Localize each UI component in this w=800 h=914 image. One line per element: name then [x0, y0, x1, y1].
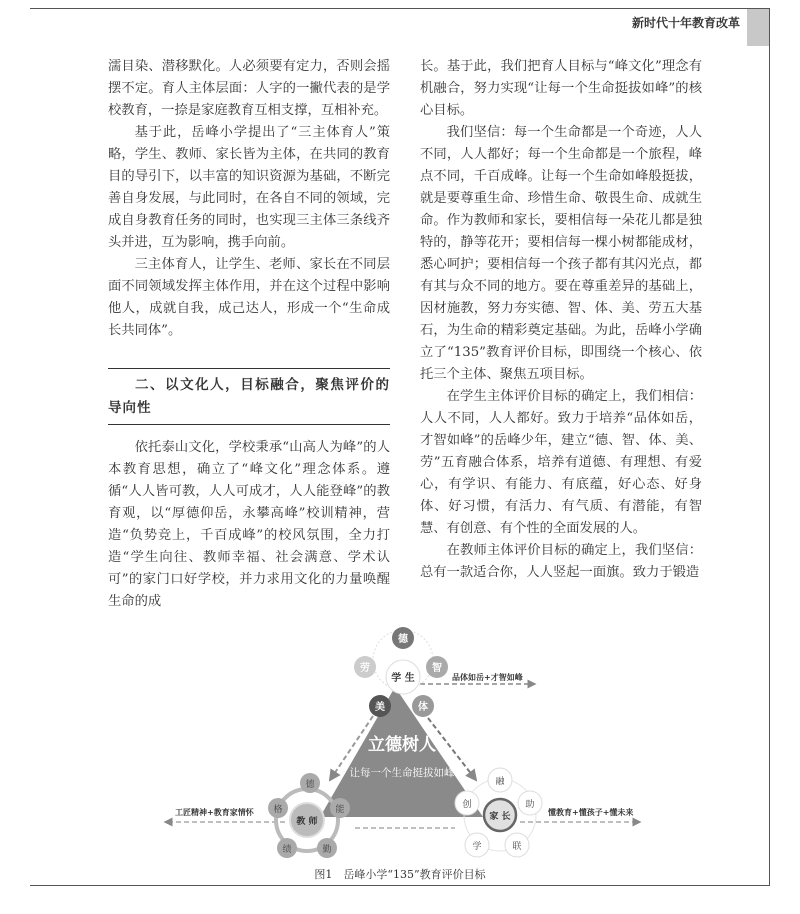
teacher-node-neng	[330, 798, 350, 818]
parent-hub	[484, 799, 516, 831]
svg-text:体: 体	[418, 702, 428, 713]
teacher-goal: 工匠精神+教育家情怀	[175, 808, 254, 817]
parent-goal: 懂教育+懂孩子+懂未来	[548, 808, 634, 817]
paragraph: 长。基于此，我们把育人目标与“峰文化”理念有机融合，努力实现“让每一个生命挺拔如峰”的核心目标。	[420, 59, 702, 118]
svg-text:智: 智	[432, 663, 442, 674]
student-hub	[386, 660, 420, 694]
teacher-hub	[290, 803, 324, 837]
svg-text:学: 学	[472, 842, 482, 852]
svg-text:联: 联	[512, 842, 522, 852]
teacher-node-de	[300, 773, 320, 793]
student-node-de	[392, 627, 414, 649]
paragraph: 依托泰山文化，学校秉承“山高人为峰”的人本教育思想，确立了“峰文化”理念体系。遵循“人人皆可教，人人可成才，人人能登峰”的教育观，以“厚德仰岳，永攀高峰”校训精神，营造“负势竞上，千百成峰”的校风氛围，全力打造“学生向往、教师幸福、社会满意、学术认可”的家门口好学校，并力求用文化的力量唤醒生命的成	[108, 440, 390, 609]
paragraph: 在教师主体评价目标的确定上，我们坚信：总有一款适合你，人人竖起一面旗。致力于锻造	[420, 543, 702, 580]
student-node-zhi	[426, 656, 448, 678]
core-subtitle: 让每一个生命挺拔如峰	[349, 767, 455, 779]
teacher-node-ji	[277, 838, 297, 858]
student-node-ti	[412, 695, 434, 717]
section-heading: 二、以文化人，目标融合，聚焦评价的导向性	[108, 368, 390, 425]
svg-text:劳: 劳	[360, 663, 370, 674]
svg-text:家 长: 家 长	[489, 812, 511, 822]
svg-text:能: 能	[335, 805, 345, 815]
running-header: 新时代十年教育改革	[631, 16, 740, 30]
student-node-lao	[354, 656, 376, 678]
svg-text:勤: 勤	[322, 845, 332, 855]
student-node-mei	[369, 695, 391, 717]
svg-text:格: 格	[273, 805, 283, 815]
parent-node-lian	[505, 833, 529, 857]
svg-text:创: 创	[462, 800, 472, 810]
paragraph: 在学生主体评价目标的确定上，我们相信：人人不同，人人都好。致力于培养“品体如岳，才智如峰”的岳峰少年，建立“德、智、体、美、劳”五育融合体系，培养有道德、有理想、有爱心，有学识、有能力、有底蕴，好心态、好身体、好习惯，有活力、有气质、有潜能，有智慧、有创意、有个性的全面发展的人。	[420, 389, 702, 536]
paragraph: 我们坚信：每一个生命都是一个奇迹，人人不同，人人都好；每一个生命都是一个旅程，峰点不同，千百成峰。让每一个生命如峰般挺拔，就是要尊重生命、珍惜生命、敬畏生命、成就生命。作为教师和家长，要相信每一朵花儿都是独特的，静等花开；要相信每一棵小树都能成材，悉心呵护；要相信每一个孩子都有其闪光点，都有其与众不同的地方。要在尊重差异的基础上，因材施教，努力夯实德、智、体、美、劳五大基石，为生命的精彩奠定基础。为此，岳峰小学确立了“135”教育评价目标，即围绕一个核心、依托三个主体、聚焦五项目标。	[420, 125, 702, 382]
teacher-node-qin	[317, 838, 337, 858]
parent-node-xue	[465, 833, 489, 857]
svg-text:美: 美	[375, 702, 385, 713]
svg-text:助: 助	[525, 800, 535, 810]
core-title: 立德树人	[368, 735, 436, 755]
parent-node-chuang	[455, 791, 479, 815]
paragraph: 三主体育人，让学生、老师、家长在不同层面不同领域发挥主体作用，并在这个过程中影响他人，成就自我，成己达人，形成一个“生命成长共同体”。	[108, 257, 390, 338]
svg-text:德: 德	[305, 780, 315, 790]
svg-text:融: 融	[495, 777, 505, 787]
svg-text:教 师: 教 师	[296, 817, 318, 827]
student-goal: 品体如岳+才智如峰	[452, 673, 523, 682]
svg-text:绩: 绩	[282, 845, 292, 855]
figure-caption: 图1 岳峰小学“135”教育评价目标	[314, 868, 486, 881]
svg-text:学 生: 学 生	[391, 673, 415, 684]
paragraph: 基于此，岳峰小学提出了“三主体育人”策略，学生、教师、家长皆为主体，在共同的教育目的导引下，以丰富的知识资源为基础，不断完善自身发展，与此同时，在各自不同的领域，完成自身教育任务的同时，也实现三主体三条线齐头并进，互为影响，携手向前。	[108, 125, 390, 250]
svg-text:德: 德	[398, 634, 408, 645]
teacher-node-ge	[268, 798, 288, 818]
parent-node-rong	[488, 768, 512, 792]
paragraph: 濡目染、潜移默化。人必须要有定力，否则会摇摆不定。育人主体层面：人字的一撇代表的是学校教育，一捺是家庭教育互相支撑，互相补充。	[108, 59, 390, 118]
parent-node-zhu	[518, 791, 542, 815]
